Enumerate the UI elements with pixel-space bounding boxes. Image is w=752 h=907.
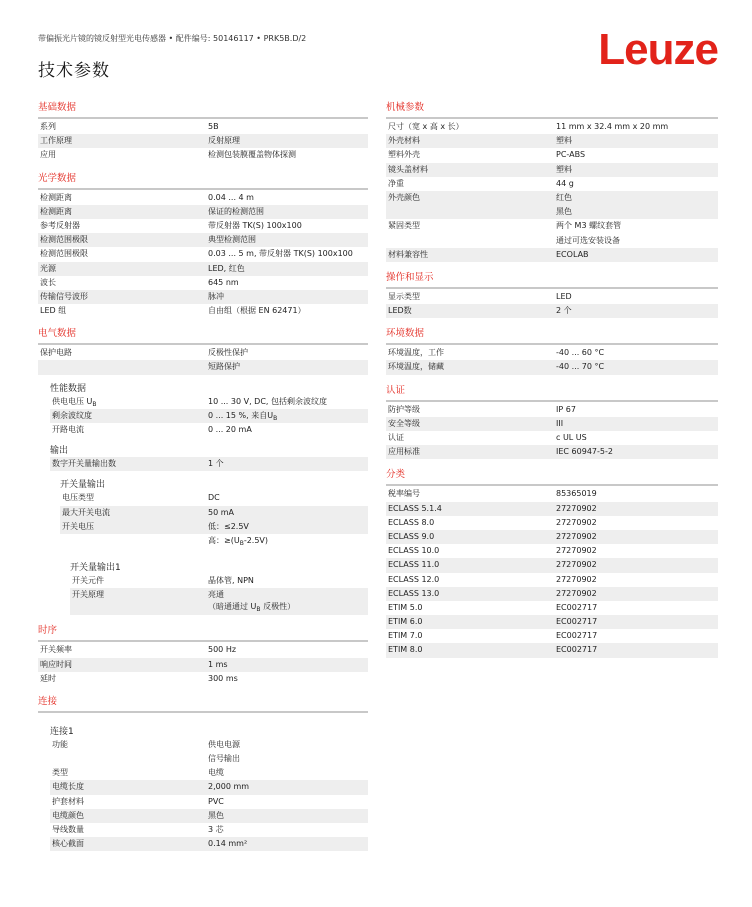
spec-value: 塑料 (556, 164, 572, 174)
section-operation-display (386, 268, 718, 318)
spec-key: ECLASS 8.0 (388, 517, 435, 527)
spec-value: 1 ms (208, 659, 228, 669)
section-title: 时序 (38, 621, 368, 642)
spec-row (386, 177, 718, 191)
spec-value: IP 67 (556, 404, 576, 414)
section-title: 认证 (386, 381, 718, 402)
spec-row (60, 491, 368, 505)
spec-key: 电缆长度 (52, 782, 84, 792)
spec-value: 塑料 (556, 136, 572, 146)
spec-key: 类型 (52, 768, 68, 778)
spec-key: 参考反射器 (40, 220, 80, 230)
spec-value: 红色 (556, 192, 572, 202)
spec-value: 85365019 (556, 489, 597, 499)
spec-row (38, 304, 368, 318)
spec-value: -40 ... 70 °C (556, 362, 605, 372)
spec-value: LED (556, 291, 572, 301)
spec-row (386, 516, 718, 530)
spec-key: 环境温度，工作 (388, 348, 444, 358)
spec-value: 信号输出 (208, 754, 240, 764)
spec-row (386, 601, 718, 615)
spec-key: 剩余波纹度 (52, 410, 92, 420)
spec-key: ETIM 5.0 (388, 602, 423, 612)
spec-value: 自由组（根据 EN 62471） (208, 306, 306, 316)
spec-row (50, 780, 368, 794)
spec-key: 核心截面 (52, 839, 84, 849)
section-title: 分类 (386, 465, 718, 486)
spec-row (50, 409, 368, 423)
spec-row (38, 219, 368, 233)
spec-value: 短路保护 (208, 362, 240, 372)
spec-value: PC-ABS (556, 150, 586, 160)
spec-key: 检测距离 (40, 192, 72, 202)
spec-key: 开关原理 (72, 590, 104, 600)
spec-key: ECLASS 5.1.4 (388, 503, 442, 513)
spec-row (386, 403, 718, 417)
spec-value: 0 ... 20 mA (208, 425, 252, 434)
spec-row (50, 457, 368, 471)
spec-row (386, 487, 718, 501)
spec-row (386, 290, 718, 304)
spec-value: 保证的检测范围 (208, 206, 264, 216)
spec-value: 0.04 ... 4 m (208, 192, 254, 202)
spec-value: 反射原理 (208, 136, 240, 146)
spec-key: ECLASS 13.0 (388, 588, 440, 598)
spec-row (38, 233, 368, 247)
section-environment (386, 324, 718, 374)
spec-key: 开关频率 (40, 645, 72, 655)
spec-row (386, 163, 718, 177)
spec-key: 显示类型 (388, 291, 420, 301)
spec-row (386, 148, 718, 162)
spec-value: EC002717 (556, 645, 598, 655)
spec-row (38, 276, 368, 290)
spec-key: 保护电路 (40, 348, 72, 358)
spec-key: 防护等级 (388, 404, 420, 414)
spec-key: 系列 (40, 122, 56, 131)
section-optical-data (38, 169, 368, 319)
spec-key: 导线数量 (52, 825, 84, 834)
spec-row (70, 588, 368, 615)
spec-value: PVC (208, 796, 224, 806)
section-connection (38, 692, 368, 852)
spec-value: -40 ... 60 °C (556, 348, 605, 358)
spec-value: 带反射器 TK(S) 100x100 (208, 220, 302, 230)
spec-key: 光源 (40, 263, 56, 273)
section-title: 基础数据 (38, 98, 368, 119)
spec-key: 塑料外壳 (388, 150, 420, 160)
spec-key: ECLASS 12.0 (388, 574, 440, 584)
spec-key: 电缆颜色 (52, 810, 84, 820)
spec-value: 645 nm (208, 277, 239, 287)
spec-key: LED 组 (40, 306, 67, 316)
spec-row (50, 423, 368, 437)
spec-value: 27270902 (556, 574, 597, 584)
spec-row (386, 304, 718, 318)
spec-row (50, 837, 368, 851)
spec-key: 检测距离 (40, 206, 72, 216)
spec-row (386, 205, 718, 219)
spec-row (38, 205, 368, 219)
spec-key: 延时 (40, 673, 56, 683)
spec-value: 反极性保护 (208, 348, 248, 358)
spec-key: 数字开关量输出数 (52, 459, 116, 469)
spec-row (386, 417, 718, 431)
spec-value: 低：≤2.5V (208, 521, 249, 531)
spec-key: 功能 (52, 739, 68, 749)
spec-row (60, 520, 368, 534)
classification-rows (386, 487, 718, 657)
spec-row (38, 120, 368, 134)
spec-key: 传输信号波形 (40, 291, 88, 301)
spec-row (386, 191, 718, 205)
spec-value: 脉冲 (208, 291, 224, 301)
environment-rows (386, 346, 718, 374)
spec-key: ETIM 7.0 (388, 631, 423, 641)
spec-value: 27270902 (556, 546, 597, 556)
spec-row (386, 530, 718, 544)
spec-value: 高：$\ge(U_B-2.5V)$ (208, 535, 269, 547)
spec-value: c UL US (556, 433, 587, 442)
certification-rows (386, 403, 718, 460)
spec-key: 应用 (40, 150, 56, 160)
spec-value: 2,000 mm (208, 782, 250, 792)
spec-key: ECLASS 9.0 (388, 531, 435, 541)
spec-value: 5B (208, 122, 219, 131)
spec-value: 0 ... 15 %, 来自$U_B$ (208, 410, 278, 422)
optical-data-rows (38, 191, 368, 319)
spec-row (386, 558, 718, 572)
section-title: 机械参数 (386, 98, 718, 119)
spec-value: 300 ms (208, 673, 238, 683)
spec-row (386, 587, 718, 601)
spec-row (38, 262, 368, 276)
spec-row (50, 809, 368, 823)
spec-key: 开关电压 (62, 521, 94, 531)
spec-value: 1 个 (208, 459, 224, 469)
spec-row (386, 134, 718, 148)
section-title: 光学数据 (38, 169, 368, 190)
spec-row (38, 247, 368, 261)
section-certification (386, 381, 718, 460)
spec-key: 安全等级 (388, 418, 420, 428)
spec-row (386, 234, 718, 248)
spec-row (50, 738, 368, 752)
spec-key: 护套材料 (52, 796, 84, 806)
spec-key: 外壳材料 (388, 136, 420, 146)
spec-key: 响应时间 (40, 659, 72, 669)
subsection-title: 输出 (50, 446, 69, 457)
operation-rows (386, 290, 718, 318)
spec-row (50, 823, 368, 837)
section-electrical-data (38, 324, 368, 615)
spec-value: EC002717 (556, 631, 598, 641)
spec-key: 镜头盖材料 (388, 164, 428, 174)
spec-row (60, 534, 368, 548)
spec-value: 两个 M3 螺纹套管 (556, 221, 622, 231)
spec-row (386, 360, 718, 374)
spec-key: ETIM 6.0 (388, 617, 423, 627)
spec-row (386, 120, 718, 134)
spec-row (38, 346, 368, 360)
spec-value: 11 mm x 32.4 mm x 20 mm (556, 122, 669, 131)
spec-row (386, 248, 718, 262)
right-column (386, 98, 718, 658)
spec-value: 27270902 (556, 560, 597, 570)
spec-row (386, 219, 718, 233)
basic-data-rows (38, 120, 368, 163)
spec-row (50, 766, 368, 780)
spec-value: 黑色 (556, 207, 572, 217)
spec-value: 500 Hz (208, 645, 237, 655)
spec-key: ECLASS 10.0 (388, 546, 440, 556)
spec-row (386, 629, 718, 643)
spec-key: 电压类型 (62, 493, 94, 503)
spec-key: 检测范围极限 (40, 249, 88, 259)
spec-value: 0.14 mm² (208, 839, 248, 849)
spec-value: 0.03 ... 5 m, 带反射器 TK(S) 100x100 (208, 249, 353, 259)
spec-value: 27270902 (556, 517, 597, 527)
section-title: 连接 (38, 692, 368, 713)
subsection-title: 性能数据 (50, 383, 87, 394)
connection-rows (50, 766, 368, 851)
spec-row (386, 431, 718, 445)
spec-value: LED, 红色 (208, 263, 245, 273)
spec-row (386, 502, 718, 516)
spec-key: 开关元件 (72, 576, 104, 586)
spec-value: 44 g (556, 178, 574, 188)
spec-row (386, 643, 718, 657)
spec-row (50, 752, 368, 766)
spec-row (50, 395, 368, 409)
section-basic-data (38, 98, 368, 163)
spec-value: 10 ... 30 V, DC, 包括剩余波纹度 (208, 396, 328, 406)
spec-row (386, 346, 718, 360)
section-title: 环境数据 (386, 324, 718, 345)
spec-value: 3 芯 (208, 825, 224, 834)
timing-rows (38, 643, 368, 686)
spec-value: DC (208, 493, 220, 503)
spec-key: 供电电压 $U_B$ (52, 396, 97, 408)
spec-key: 紧固类型 (388, 221, 420, 231)
spec-value: EC002717 (556, 602, 598, 612)
spec-key: 净重 (388, 178, 404, 188)
spec-key: 外壳颜色 (388, 192, 420, 202)
spec-row (386, 445, 718, 459)
spec-key: 认证 (388, 433, 404, 442)
spec-key: 波长 (40, 277, 56, 287)
subsection-title: 开关量输出 (60, 480, 106, 491)
spec-key: 环境温度，储藏 (388, 362, 444, 372)
spec-value: 通过可选安装设备 (556, 235, 620, 245)
section-classification (386, 465, 718, 657)
leuze-logo: Leuze (598, 25, 718, 74)
spec-key: ECLASS 11.0 (388, 560, 440, 570)
spec-value: 50 mA (208, 507, 234, 517)
subsection-title: 连接1 (50, 726, 74, 737)
spec-row (38, 134, 368, 148)
left-column (38, 98, 368, 851)
spec-row (386, 615, 718, 629)
spec-row (38, 658, 368, 672)
spec-key: ETIM 8.0 (388, 645, 423, 655)
section-title: 电气数据 (38, 324, 368, 345)
spec-row (38, 672, 368, 686)
spec-key: 工作原理 (40, 136, 72, 146)
section-mechanical (386, 98, 718, 262)
spec-value: 亮通 （暗通通过 $U_B$ 反极性） (208, 590, 296, 614)
spec-key: 最大开关电流 (62, 507, 110, 517)
spec-key: LED数 (388, 306, 412, 316)
spec-row (38, 643, 368, 657)
spec-value: 27270902 (556, 503, 597, 513)
spec-row (386, 544, 718, 558)
spec-key: 尺寸（宽 x 高 x 长） (388, 122, 464, 131)
spec-key: 开路电流 (52, 425, 84, 434)
spec-key: 税率编号 (388, 489, 420, 499)
spec-row (38, 191, 368, 205)
spec-value: IEC 60947-5-2 (556, 447, 613, 457)
spec-value: 27270902 (556, 531, 597, 541)
spec-value: 电缆 (208, 768, 224, 778)
subsection-title: 开关量输出1 (70, 563, 121, 574)
document-subtitle: 带偏振光片镜的镜反射型光电传感器 • 配件编号: 50146117 • PRK5B.D/2 (38, 34, 307, 43)
spec-row (38, 148, 368, 162)
spec-row (50, 795, 368, 809)
spec-value: EC002717 (556, 617, 598, 627)
spec-value: 检测包装膜覆盖物体探测 (208, 150, 296, 160)
spec-row (38, 360, 368, 374)
spec-value: 典型检测范围 (208, 235, 256, 245)
spec-row (60, 506, 368, 520)
spec-value: 供电电源 (208, 739, 240, 749)
spec-value: 27270902 (556, 588, 597, 598)
spec-value: ECOLAB (556, 249, 589, 259)
spec-value: III (556, 418, 564, 428)
spec-row (386, 573, 718, 587)
spec-row (38, 290, 368, 304)
spec-value: 黑色 (208, 810, 224, 820)
spec-key: 应用标准 (388, 447, 420, 457)
spec-value: 晶体管, NPN (208, 576, 254, 586)
spec-value: 2 个 (556, 306, 572, 316)
section-timing (38, 621, 368, 686)
page-title: 技术参数 (38, 61, 110, 81)
mechanical-rows (386, 120, 718, 191)
spec-key: 材料兼容性 (388, 249, 428, 259)
spec-key: 检测范围极限 (40, 235, 88, 245)
spec-row (70, 574, 368, 588)
section-title: 操作和显示 (386, 268, 718, 289)
switching-rows (60, 491, 368, 519)
